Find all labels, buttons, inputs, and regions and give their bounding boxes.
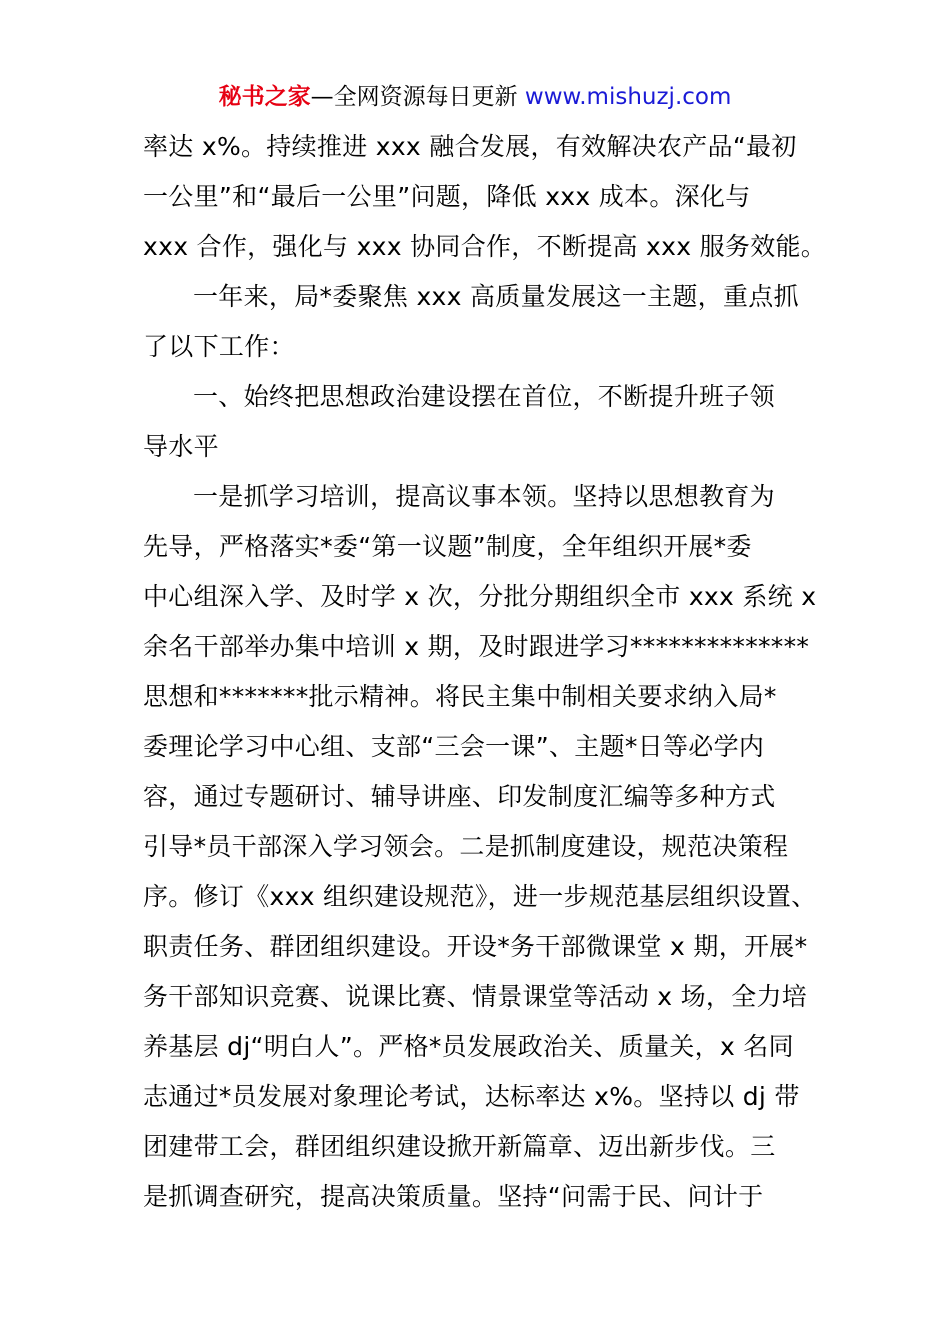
section-heading: 一、始终把思想政治建设摆在首位，不断提升班子领 xyxy=(193,382,775,411)
site-url-link[interactable]: www.mishuzj.com xyxy=(517,84,732,110)
section-heading-continuation: 导水平 xyxy=(143,432,219,461)
text-line: 团建带工会，群团组织建设掀开新篇章、迈出新步伐。三 xyxy=(143,1132,776,1161)
text-line: 容，通过专题研讨、辅导讲座、印发制度汇编等多种方式 xyxy=(143,782,776,811)
text-line: 志通过*员发展对象理论考试，达标率达 x%。坚持以 dj 带 xyxy=(143,1082,800,1111)
text-line: 职责任务、群团组织建设。开设*务干部微课堂 x 期，开展* xyxy=(143,932,808,961)
text-line: 思想和*******批示精神。将民主集中制相关要求纳入局* xyxy=(143,682,777,711)
text-line: 余名干部举办集中培训 x 期，及时跟进学习************** xyxy=(143,632,810,661)
site-slogan: —全网资源每日更新 xyxy=(310,84,518,110)
text-line: 中心组深入学、及时学 x 次，分批分期组织全市 xxx 系统 x xyxy=(143,582,817,611)
text-line: 率达 x%。持续推进 xxx 融合发展，有效解决农产品“最初 xyxy=(143,132,797,161)
paragraph-start-line: 一年来，局*委聚焦 xxx 高质量发展这一主题，重点抓 xyxy=(193,282,799,311)
text-line: 序。修订《xxx 组织建设规范》，进一步规范基层组织设置、 xyxy=(143,882,817,911)
text-line: 是抓调查研究，提高决策质量。坚持“问需于民、问计于 xyxy=(143,1182,764,1211)
paragraph-start-line: 一是抓学习培训，提高议事本领。坚持以思想教育为 xyxy=(193,482,775,511)
site-brand: 秘书之家 xyxy=(218,84,311,110)
document-body xyxy=(143,127,843,1227)
site-header xyxy=(0,82,950,112)
text-line: 一公里”和“最后一公里”问题，降低 xxx 成本。深化与 xyxy=(143,182,751,211)
text-line: 了以下工作： xyxy=(143,332,295,361)
text-line: 养基层 dj“明白人”。严格*员发展政治关、质量关，x 名同 xyxy=(143,1032,794,1061)
text-line: 务干部知识竞赛、说课比赛、情景课堂等活动 x 场，全力培 xyxy=(143,982,808,1011)
text-line: 委理论学习中心组、支部“三会一课”、主题*日等必学内 xyxy=(143,732,765,761)
text-line: 先导，严格落实*委“第一议题”制度，全年组织开展*委 xyxy=(143,532,752,561)
text-line: 引导*员干部深入学习领会。二是抓制度建设，规范决策程 xyxy=(143,832,789,861)
text-line: xxx 合作，强化与 xxx 协同合作，不断提高 xxx 服务效能。 xyxy=(143,232,827,261)
